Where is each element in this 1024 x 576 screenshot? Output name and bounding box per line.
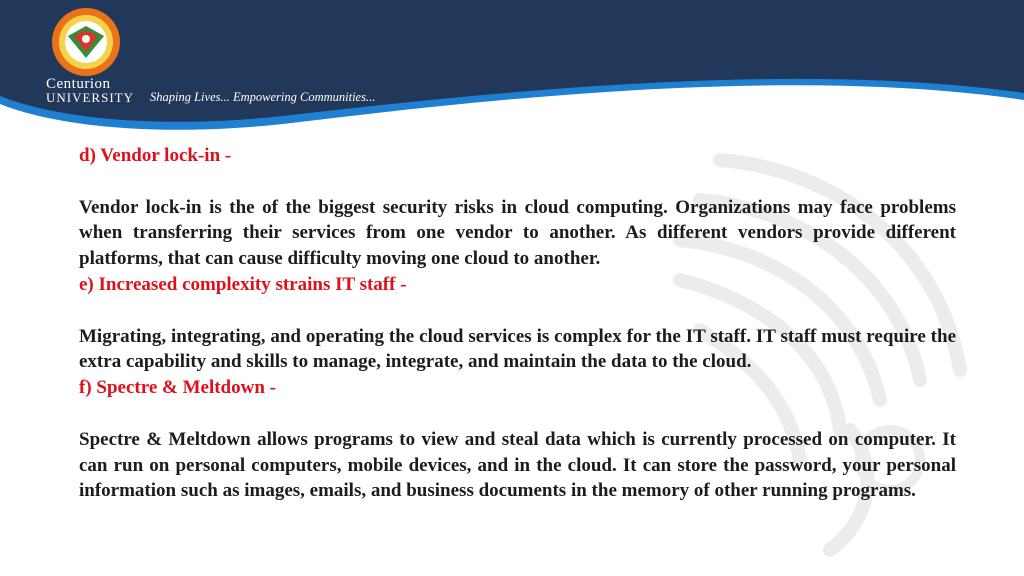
heading-vendor-lock-in: d) Vendor lock-in - <box>79 145 232 166</box>
paragraph-vendor-lock-in: Vendor lock-in is the of the biggest security risks in cloud computing. Organizations may face problems when transferring their services from one vendor to another. As different vendors provide different platforms, that can cause difficulty moving one cloud to another. <box>79 196 956 270</box>
heading-spectre-meltdown: f) Spectre & Meltdown - <box>79 377 276 399</box>
university-name <box>46 77 134 105</box>
brand-line-1: Centurion <box>46 76 111 92</box>
tagline: Shaping Lives... Empowering Communities... <box>150 90 376 104</box>
paragraph-increased-complexity: Migrating, integrating, and operating the cloud services is complex for the IT staff. IT staff must require the extra capability and skills to manage, integrate, and maintain the data to the cloud. <box>79 325 956 373</box>
heading-increased-complexity: e) Increased complexity strains IT staff - <box>79 273 407 295</box>
slide-content <box>79 143 956 504</box>
brand-line-2: UNIVERSITY <box>46 90 134 105</box>
spacer <box>79 401 956 427</box>
spacer <box>79 298 956 324</box>
header-band <box>0 0 1024 140</box>
paragraph-spectre-meltdown: Spectre & Meltdown allows programs to view and steal data which is currently processed on computer. It can run on personal computers, mobile devices, and in the cloud. It can store the password, your personal information such as images, emails, and business documents in the memory of other running programs. <box>79 428 956 502</box>
spacer <box>79 169 956 195</box>
university-logo <box>38 6 134 78</box>
